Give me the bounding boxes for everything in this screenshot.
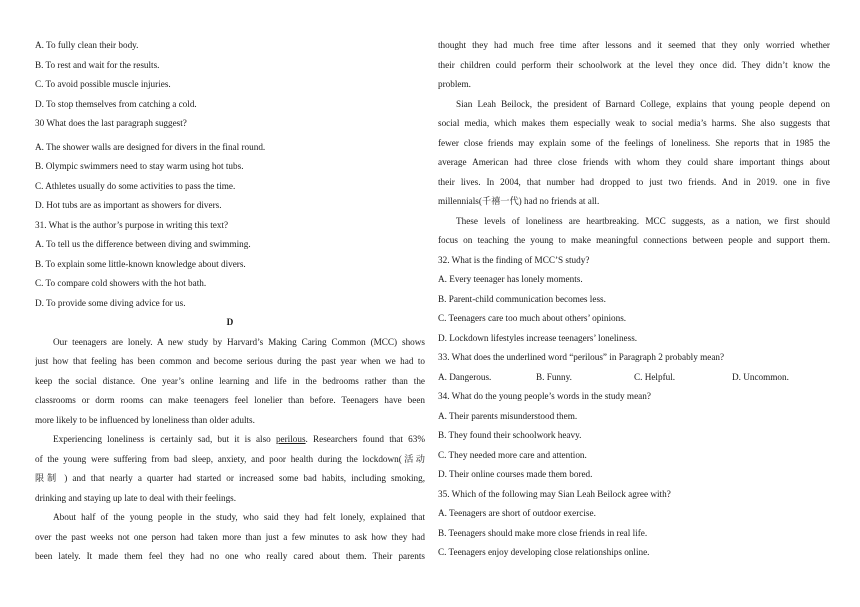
paragraph-line: of the young were suffering from bad sleep, anxiety, and poor health during the lockdown(活动 [35, 453, 425, 464]
q33-option-c: C. Helpful. [634, 371, 676, 382]
paragraph-line: been lately. It made them feel they had no one who really cared about them. Their parents [35, 551, 425, 561]
q29-option-a: A. To fully clean their body. [35, 40, 139, 50]
paragraph-line: Our teenagers are lonely. A new study by Harvard’s Making Caring Common (MCC) shows [53, 336, 425, 347]
right-column [438, 36, 830, 563]
q32-question: 32. What is the finding of MCC’S study? [438, 254, 590, 265]
q31-option-c: C. To compare cold showers with the hot bath. [35, 278, 207, 288]
q29-option-c: C. To avoid possible muscle injuries. [35, 79, 171, 89]
p2-text-pre: Experiencing loneliness is certainly sad, but it is also [53, 434, 276, 444]
q30-option-d: D. Hot tubs are as important as showers for divers. [35, 200, 222, 210]
paragraph-4 [438, 95, 830, 212]
q34-option-d: D. Their online courses made them bored. [438, 469, 593, 479]
paragraph-line: more likely to be influenced by loneliness than older adults. [35, 414, 255, 425]
paragraph-line: Sian Leah Beilock, the president of Barnard College, explains that young people depend on [456, 98, 830, 109]
paragraph-line: About half of the young people in the study, who said they had felt lonely, explained that [53, 512, 425, 522]
q33-question: 33. What does the underlined word “perilous” in Paragraph 2 probably mean? [438, 352, 725, 362]
q33-option-b: B. Funny. [536, 371, 572, 382]
paragraph-line: their lives. In 2004, that number had dropped to just two friends. And in 2019. one in five [438, 176, 830, 187]
paragraph-line: drinking and staying up late to deal with their feelings. [35, 492, 237, 503]
paragraph-line: their children could perform their schoolwork at the level they once did. They didn’t know the [438, 59, 830, 70]
paragraph-line: thought they had much free time after lessons and it seemed that they only worried whether [438, 40, 830, 50]
paragraph-line: problem. [438, 79, 471, 89]
underlined-word-perilous: perilous [275, 434, 306, 444]
q31-question: 31. What is the author’s purpose in writing this text? [35, 219, 229, 230]
q33-option-d: D. Uncommon. [732, 371, 789, 382]
paragraph-line [35, 430, 425, 450]
paragraph-3-continued [438, 36, 830, 95]
q35-option-b: B. Teenagers should make more close friends in real life. [438, 527, 648, 538]
q35-option-a: A. Teenagers are short of outdoor exercise. [438, 508, 596, 518]
q34-option-b: B. They found their schoolwork heavy. [438, 430, 582, 440]
q33-options [438, 368, 830, 388]
q31-option-b: B. To explain some little-known knowledge about divers. [35, 258, 246, 269]
section-heading: D [226, 317, 234, 327]
q30-question: 30 What does the last paragraph suggest? [35, 118, 187, 128]
paragraph-line: classrooms or dorm rooms can make teenagers feel lonelier than before. Teenagers have been [35, 395, 425, 405]
q32-option-d: D. Lockdown lifestyles increase teenagers’ loneliness. [438, 332, 638, 343]
q30-option-a: A. The shower walls are designed for divers in the final round. [35, 141, 266, 152]
q30-option-c: C. Athletes usually do some activities to pass the time. [35, 180, 236, 191]
q31-option-a: A. To tell us the difference between diving and swimming. [35, 239, 251, 249]
q34-question: 34. What do the young people’s words in the study mean? [438, 391, 651, 401]
paragraph-line: millennials(千禧一代) had no friends at all. [438, 196, 600, 206]
paragraph-line: 限制 ) and that nearly a quarter had started or increased some bad habits, including smoking, [35, 473, 425, 483]
q31-option-d: D. To provide some diving advice for us. [35, 297, 186, 308]
q29-option-d: D. To stop themselves from catching a cold. [35, 98, 197, 109]
q30-option-b: B. Olympic swimmers need to stay warm using hot tubs. [35, 161, 244, 171]
q33-option-a: A. Dangerous. [438, 371, 492, 382]
q34-option-c: C. They needed more care and attention. [438, 449, 587, 460]
paragraph-line: focus on teaching the young to make meaningful connections between people and support them. [438, 235, 830, 245]
paragraph-line: just how that feeling has been common and become serious during the past year when we had to [35, 356, 425, 366]
p2-text-post: . Researchers found that 63% [305, 434, 425, 444]
q34-option-a: A. Their parents misunderstood them. [438, 410, 578, 421]
q32-option-c: C. Teenagers care too much about others’ opinions. [438, 313, 627, 323]
paragraph-line: These levels of loneliness are heartbreaking. MCC suggests, as a nation, we first should [456, 215, 830, 226]
q29-option-b: B. To rest and wait for the results. [35, 59, 160, 70]
q35-option-c: C. Teenagers enjoy developing close relationships online. [438, 547, 650, 557]
left-column [35, 36, 425, 567]
q32-option-b: B. Parent-child communication becomes less. [438, 293, 606, 304]
paragraph-1 [35, 333, 425, 431]
paragraph-line: social media, which makes them especially weak to social media’s harms. She also suggests that [438, 118, 830, 128]
q32-option-a: A. Every teenager has lonely moments. [438, 274, 583, 284]
paragraph-5 [438, 212, 830, 251]
paragraph-line: keep the social distance. One year’s online learning and life in the bedrooms rather than the [35, 375, 425, 386]
paragraph-line: over the past weeks not one person had taken more than just a few minutes to ask how they had [35, 531, 425, 542]
paragraph-line: average American had three close friends with whom they could share important things about [438, 157, 830, 167]
paragraph-2 [35, 430, 425, 508]
q35-question: 35. Which of the following may Sian Leah Beilock agree with? [438, 488, 671, 499]
paragraph-3 [35, 508, 425, 567]
paragraph-line: fewer close friends may explain some of the feelings of loneliness. She reports that in 1985 the [438, 137, 830, 148]
